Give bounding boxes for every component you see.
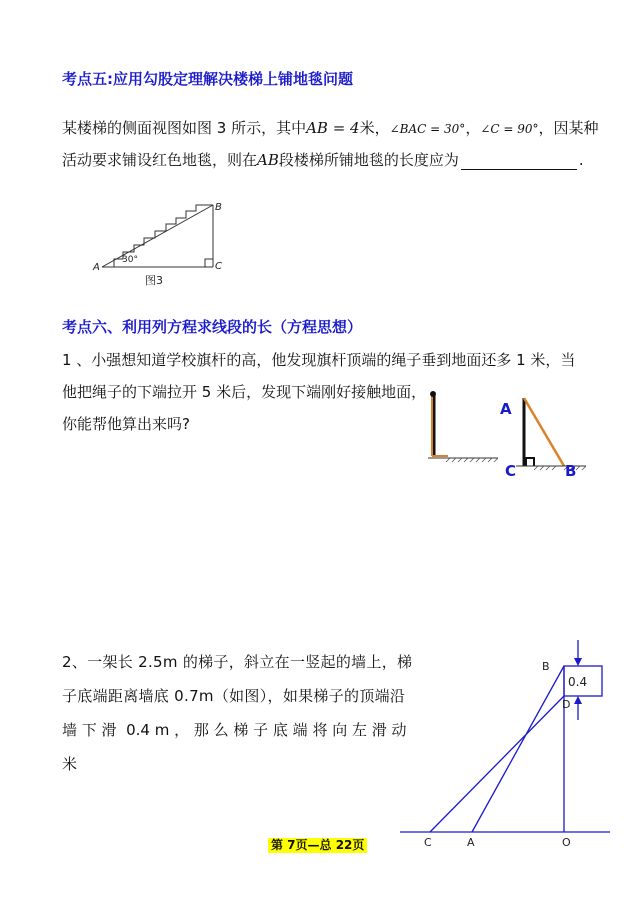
- ladder-label-c: C: [424, 836, 432, 849]
- angle-c: ∠C = 90°: [480, 122, 539, 136]
- fig3-label-a: A: [93, 262, 100, 273]
- fig3-label-c: C: [215, 261, 222, 272]
- q1-line1: 1 、小强想知道学校旗杆的高，他发现旗杆顶端的绳子垂到地面还多 1 米，当: [62, 351, 576, 369]
- ladder-label-a: A: [467, 836, 475, 849]
- flagpole-figure: [420, 388, 600, 480]
- ladder-label-d: D: [562, 698, 571, 711]
- section6-heading: 考点六、利用列方程求线段的长（方程思想）: [62, 318, 363, 336]
- fig3-caption: 图3: [145, 274, 163, 287]
- q2-line4: 米: [62, 755, 78, 773]
- section5-problem-line2: [62, 150, 584, 170]
- comma: ，: [465, 119, 481, 137]
- ladder-label-b: B: [542, 660, 550, 673]
- flagpole-label-c: C: [505, 462, 517, 480]
- fig3-angle-label: 30°: [122, 255, 138, 265]
- ladder-figure: [396, 636, 616, 852]
- angle-bac: ∠BAC = 30°: [389, 122, 466, 136]
- problem-text-1: 某楼梯的侧面视图如图 3 所示，其中: [62, 119, 307, 137]
- q2-line1: 2、一架长 2.5m 的梯子，斜立在一竖起的墙上，梯: [62, 653, 413, 671]
- ladder-label-o: O: [562, 836, 571, 849]
- problem-text-2: 米，: [359, 119, 390, 137]
- period: .: [578, 151, 584, 169]
- q1-line3: 你能帮他算出来吗?: [62, 415, 190, 433]
- right-angle-mark: [205, 259, 213, 267]
- page-footer: 第 7页—总 22页: [268, 838, 367, 853]
- problem-line2-b: 段楼梯所铺地毯的长度应为: [278, 151, 459, 169]
- problem-line2-a: 活动要求铺设红色地毯，则在: [62, 151, 258, 169]
- q2-line2: 子底端距离墙底 0.7m（如图），如果梯子的顶端沿: [62, 687, 406, 705]
- q1-line2: 他把绳子的下端拉开 5 米后，发现下端刚好接触地面，: [62, 383, 427, 401]
- ladder-slid: [430, 696, 564, 832]
- problem-text-3: ，因某种: [538, 119, 599, 137]
- answer-blank[interactable]: [461, 153, 577, 170]
- stair-hypotenuse: [102, 205, 213, 267]
- flagpole-after: [516, 398, 586, 470]
- staircase-figure: [92, 196, 232, 288]
- flagpole-label-a: A: [500, 400, 512, 418]
- ab-segment: AB: [257, 151, 279, 169]
- q2-line3: 墙 下 滑 0.4 m ， 那 么 梯 子 底 端 将 向 左 滑 动: [62, 721, 407, 739]
- flagpole-before: [428, 391, 498, 462]
- fig3-label-b: B: [215, 202, 222, 213]
- ladder-original: [472, 666, 564, 832]
- ab-equation: AB = 4: [306, 119, 360, 137]
- section5-heading: 考点五:应用勾股定理解决楼梯上铺地毯问题: [62, 70, 354, 88]
- flagpole-label-b: B: [565, 462, 577, 480]
- dimension-label: 0.4: [568, 675, 588, 689]
- section5-problem-line1: [62, 118, 599, 139]
